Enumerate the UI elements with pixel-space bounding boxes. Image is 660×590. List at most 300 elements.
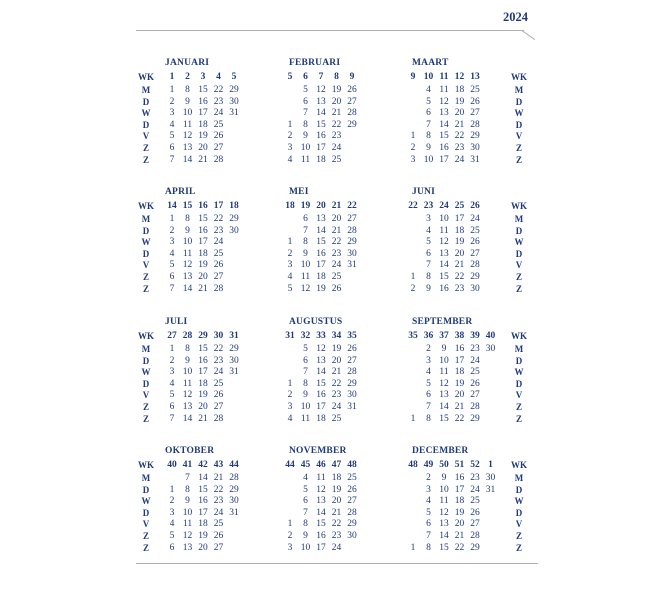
day-number: 5	[169, 390, 175, 401]
top-rule	[136, 30, 524, 31]
day-number: 28	[347, 225, 357, 236]
weekday-label-left: V	[142, 390, 150, 401]
day-number: 18	[316, 272, 326, 282]
day-number: 1	[287, 237, 293, 248]
day-number: 5	[169, 260, 175, 271]
day-number: 3	[287, 143, 293, 153]
day-number: 13	[182, 402, 193, 412]
day-number: 20	[198, 143, 208, 153]
day-number: 4	[169, 519, 175, 530]
day-number: 17	[198, 507, 208, 518]
day-number: 9	[303, 131, 308, 142]
day-number: 9	[185, 496, 190, 507]
day-number: 29	[347, 119, 357, 130]
week-number: 51	[454, 460, 465, 470]
day-number: 27	[347, 214, 357, 224]
day-number: 8	[426, 542, 431, 553]
day-number: 10	[439, 355, 449, 366]
week-number: 24	[439, 201, 449, 211]
day-number: 27	[347, 355, 357, 366]
day-number: 24	[213, 507, 224, 518]
day-number: 12	[439, 507, 449, 518]
week-number: 18	[285, 201, 295, 211]
week-number: 22	[347, 201, 357, 211]
day-number: 6	[303, 496, 308, 507]
day-number: 6	[426, 108, 431, 119]
day-number: 15	[439, 542, 449, 553]
day-number: 21	[454, 260, 465, 271]
day-number: 10	[300, 542, 311, 553]
day-number: 14	[316, 507, 326, 518]
week-number: 1	[169, 72, 175, 82]
day-number: 8	[426, 272, 431, 282]
day-number: 23	[470, 344, 480, 354]
day-number: 22	[213, 344, 224, 354]
day-number: 2	[426, 473, 431, 483]
bottom-rule	[136, 563, 538, 564]
day-number: 9	[303, 248, 308, 259]
week-number: 27	[167, 331, 177, 341]
weekday-label-left: D	[142, 119, 150, 130]
day-number: 29	[229, 484, 239, 495]
day-number: 17	[198, 367, 208, 378]
day-number: 16	[198, 496, 208, 507]
day-number: 24	[454, 154, 465, 165]
day-number: 21	[198, 413, 208, 424]
day-number: 14	[182, 154, 193, 165]
day-number: 6	[169, 272, 175, 282]
day-number: 10	[182, 507, 193, 518]
week-number: 40	[167, 460, 177, 470]
day-number: 2	[287, 531, 293, 541]
week-number: 28	[182, 331, 193, 341]
day-number: 23	[331, 390, 342, 401]
day-number: 13	[316, 214, 326, 224]
day-number: 21	[331, 225, 342, 236]
month-name: APRIL	[165, 187, 196, 197]
day-number: 13	[182, 272, 193, 282]
day-number: 5	[303, 484, 308, 495]
month-name: NOVEMBER	[289, 446, 347, 456]
day-number: 29	[229, 214, 239, 224]
day-number: 13	[439, 108, 449, 119]
weekday-label-right: W	[514, 367, 524, 378]
week-number: 38	[454, 331, 465, 341]
day-number: 22	[331, 119, 342, 130]
day-number: 26	[213, 531, 224, 541]
weekday-label-left: M	[141, 344, 151, 354]
day-number: 17	[316, 402, 326, 412]
day-number: 14	[316, 367, 326, 378]
day-number: 10	[300, 143, 311, 153]
week-number: 12	[454, 72, 465, 82]
week-number: 20	[316, 201, 326, 211]
week-number: 48	[408, 460, 418, 470]
day-number: 30	[347, 248, 357, 259]
day-number: 15	[316, 237, 326, 248]
day-number: 5	[303, 344, 308, 354]
weekday-label-right: Z	[515, 283, 522, 294]
day-number: 24	[331, 402, 342, 412]
day-number: 13	[182, 542, 193, 553]
week-number: 35	[347, 331, 357, 341]
day-number: 26	[347, 484, 357, 495]
weekday-label-right: D	[515, 248, 523, 259]
day-number: 19	[198, 531, 208, 541]
day-number: 19	[454, 96, 465, 107]
day-number: 3	[287, 542, 293, 553]
day-number: 25	[213, 119, 224, 130]
day-number: 9	[303, 390, 308, 401]
day-number: 8	[185, 85, 190, 95]
day-number: 4	[426, 85, 431, 95]
day-number: 29	[347, 237, 357, 248]
day-number: 30	[470, 143, 480, 153]
day-number: 8	[185, 484, 190, 495]
day-number: 23	[470, 473, 480, 483]
day-number: 20	[331, 214, 342, 224]
day-number: 12	[182, 390, 193, 401]
month-name: OKTOBER	[165, 446, 215, 456]
day-number: 4	[287, 413, 293, 424]
day-number: 25	[470, 367, 480, 378]
week-number: 29	[198, 331, 208, 341]
day-number: 26	[213, 260, 224, 271]
day-number: 26	[213, 131, 224, 142]
day-number: 2	[410, 283, 416, 294]
day-number: 19	[454, 378, 465, 389]
day-number: 21	[198, 154, 208, 165]
week-number: 46	[316, 460, 326, 470]
day-number: 16	[439, 143, 449, 153]
week-number: 11	[439, 72, 449, 82]
day-number: 31	[229, 108, 239, 119]
day-number: 31	[347, 402, 357, 412]
weekday-label-left: M	[141, 85, 151, 95]
day-number: 16	[198, 225, 208, 236]
day-number: 30	[470, 283, 480, 294]
day-number: 23	[213, 96, 224, 107]
day-number: 12	[182, 260, 193, 271]
day-number: 2	[169, 355, 175, 366]
day-number: 20	[454, 248, 465, 259]
day-number: 28	[229, 473, 239, 483]
day-number: 14	[439, 119, 449, 130]
day-number: 27	[347, 96, 357, 107]
day-number: 21	[454, 531, 465, 541]
day-number: 3	[426, 214, 431, 224]
day-number: 26	[470, 507, 480, 518]
day-number: 15	[198, 484, 208, 495]
day-number: 27	[470, 248, 480, 259]
week-number: 13	[470, 72, 480, 82]
day-number: 3	[169, 237, 175, 248]
day-number: 2	[287, 248, 293, 259]
week-number: 5	[231, 72, 237, 82]
day-number: 19	[316, 283, 326, 294]
day-number: 17	[316, 143, 326, 153]
day-number: 30	[229, 96, 239, 107]
weekday-label-right: Z	[515, 154, 522, 165]
day-number: 2	[169, 496, 175, 507]
day-number: 4	[426, 225, 431, 236]
day-number: 1	[410, 131, 416, 142]
weekday-label-right: Z	[515, 413, 522, 424]
day-number: 10	[439, 484, 449, 495]
day-number: 26	[347, 85, 357, 95]
day-number: 15	[316, 378, 326, 389]
month-name: JANUARI	[165, 58, 210, 68]
day-number: 1	[169, 484, 175, 495]
day-number: 28	[470, 119, 480, 130]
day-number: 6	[169, 542, 175, 553]
day-number: 27	[470, 108, 480, 119]
day-number: 15	[316, 519, 326, 530]
day-number: 22	[454, 131, 465, 142]
day-number: 4	[426, 367, 431, 378]
day-number: 20	[198, 402, 208, 412]
day-number: 8	[303, 119, 308, 130]
day-number: 22	[331, 378, 342, 389]
day-number: 31	[229, 507, 239, 518]
week-number: 6	[303, 72, 308, 82]
day-number: 22	[213, 214, 224, 224]
day-number: 25	[213, 248, 224, 259]
day-number: 12	[182, 531, 193, 541]
week-number: 14	[167, 201, 177, 211]
day-number: 11	[439, 225, 449, 236]
week-number: 30	[213, 331, 224, 341]
weekday-label-left: Z	[142, 531, 149, 541]
day-number: 9	[426, 283, 431, 294]
day-number: 11	[300, 272, 311, 282]
day-number: 28	[213, 154, 224, 165]
week-number: 52	[470, 460, 480, 470]
day-number: 9	[185, 96, 190, 107]
day-number: 16	[439, 283, 449, 294]
day-number: 31	[347, 260, 357, 271]
day-number: 18	[316, 154, 326, 165]
day-number: 10	[182, 367, 193, 378]
month-name: FEBRUARI	[289, 58, 341, 68]
day-number: 29	[347, 378, 357, 389]
day-number: 12	[439, 378, 449, 389]
day-number: 4	[287, 154, 293, 165]
week-number: 26	[470, 201, 480, 211]
day-number: 26	[213, 390, 224, 401]
day-number: 9	[441, 344, 447, 354]
weekday-label-right: Z	[515, 272, 522, 282]
week-number: 31	[285, 331, 295, 341]
day-number: 27	[470, 519, 480, 530]
day-number: 4	[287, 272, 293, 282]
day-number: 24	[213, 108, 224, 119]
day-number: 3	[287, 260, 293, 271]
day-number: 21	[331, 507, 342, 518]
day-number: 17	[198, 108, 208, 119]
day-number: 19	[454, 237, 465, 248]
weekday-label-left: D	[142, 225, 150, 236]
day-number: 28	[470, 260, 480, 271]
day-number: 22	[454, 542, 465, 553]
week-number: 22	[408, 201, 418, 211]
day-number: 26	[470, 378, 480, 389]
week-number: 8	[334, 72, 339, 82]
month-name: JUNI	[412, 187, 435, 197]
day-number: 29	[470, 131, 480, 142]
day-number: 7	[303, 225, 308, 236]
day-number: 12	[316, 85, 326, 95]
day-number: 29	[229, 344, 239, 354]
day-number: 6	[169, 402, 175, 412]
weekday-label-left: D	[142, 378, 150, 389]
day-number: 8	[303, 237, 308, 248]
day-number: 12	[439, 237, 449, 248]
day-number: 19	[198, 131, 208, 142]
day-number: 15	[316, 119, 326, 130]
day-number: 17	[454, 214, 465, 224]
weekday-label-right: V	[515, 260, 523, 271]
weekday-label-left: Z	[142, 143, 149, 153]
day-number: 6	[426, 248, 431, 259]
day-number: 16	[316, 531, 326, 541]
day-number: 12	[300, 283, 311, 294]
day-number: 30	[229, 355, 239, 366]
day-number: 11	[316, 473, 326, 483]
day-number: 21	[454, 119, 465, 130]
day-number: 25	[347, 473, 357, 483]
weekday-label-right: D	[515, 355, 523, 366]
day-number: 25	[213, 519, 224, 530]
day-number: 24	[470, 214, 480, 224]
day-number: 9	[426, 143, 431, 153]
day-number: 14	[182, 283, 193, 294]
day-number: 23	[331, 531, 342, 541]
day-number: 18	[316, 413, 326, 424]
day-number: 8	[303, 378, 308, 389]
day-number: 22	[331, 519, 342, 530]
week-number: 23	[423, 201, 434, 211]
day-number: 1	[169, 85, 175, 95]
day-number: 20	[454, 108, 465, 119]
day-number: 31	[485, 484, 496, 495]
day-number: 16	[316, 248, 326, 259]
day-number: 7	[169, 154, 175, 165]
day-number: 28	[213, 283, 224, 294]
weekday-label-right: M	[514, 214, 524, 224]
day-number: 28	[470, 531, 480, 541]
month-name: DECEMBER	[412, 446, 469, 456]
day-number: 5	[169, 531, 175, 541]
day-number: 5	[426, 96, 431, 107]
weekday-label-left: W	[141, 237, 151, 248]
weekday-label-left: V	[142, 519, 150, 530]
day-number: 2	[287, 390, 293, 401]
week-number: 10	[423, 72, 434, 82]
day-number: 3	[169, 108, 175, 119]
day-number: 20	[331, 96, 342, 107]
day-number: 10	[439, 214, 449, 224]
weekday-label-right: Z	[515, 542, 522, 553]
day-number: 4	[169, 378, 175, 389]
day-number: 30	[485, 473, 496, 483]
day-number: 28	[347, 367, 357, 378]
day-number: 5	[426, 378, 431, 389]
weekday-label-right: D	[515, 484, 523, 495]
day-number: 13	[316, 355, 326, 366]
day-number: 27	[213, 542, 224, 553]
day-number: 9	[441, 473, 447, 483]
day-number: 17	[454, 484, 465, 495]
week-number: 9	[410, 72, 416, 82]
day-number: 9	[185, 225, 190, 236]
week-number: 18	[229, 201, 239, 211]
day-number: 3	[426, 355, 431, 366]
day-number: 4	[303, 473, 308, 483]
day-number: 7	[303, 507, 308, 518]
day-number: 5	[169, 131, 175, 142]
day-number: 2	[169, 96, 175, 107]
day-number: 18	[454, 225, 465, 236]
day-number: 1	[287, 378, 293, 389]
day-number: 7	[169, 283, 175, 294]
day-number: 8	[185, 344, 190, 354]
day-number: 3	[287, 402, 293, 412]
day-number: 24	[331, 542, 342, 553]
weekday-label-right: D	[515, 225, 523, 236]
day-number: 1	[169, 344, 175, 354]
day-number: 3	[426, 484, 431, 495]
day-number: 15	[439, 272, 449, 282]
day-number: 15	[198, 85, 208, 95]
day-number: 16	[454, 344, 465, 354]
day-number: 29	[229, 85, 239, 95]
day-number: 15	[198, 214, 208, 224]
day-number: 20	[454, 390, 465, 401]
day-number: 20	[331, 355, 342, 366]
day-number: 14	[439, 260, 449, 271]
day-number: 7	[169, 413, 175, 424]
weekday-label-left: W	[141, 496, 151, 507]
day-number: 16	[198, 355, 208, 366]
day-number: 8	[303, 519, 308, 530]
day-number: 2	[410, 143, 416, 153]
day-number: 30	[347, 390, 357, 401]
week-number: 34	[331, 331, 342, 341]
weekday-label-left: D	[142, 484, 150, 495]
day-number: 24	[213, 367, 224, 378]
weekday-label-right: D	[515, 119, 523, 130]
weekday-label-left: M	[141, 473, 151, 483]
month-name: JULI	[165, 317, 188, 327]
day-number: 9	[185, 355, 190, 366]
day-number: 21	[198, 283, 208, 294]
week-header-right: WK	[510, 72, 527, 82]
day-number: 18	[198, 119, 208, 130]
week-number: 16	[198, 201, 208, 211]
day-number: 15	[198, 344, 208, 354]
day-number: 14	[316, 225, 326, 236]
week-header-left: WK	[137, 72, 154, 82]
day-number: 24	[470, 484, 480, 495]
day-number: 29	[470, 413, 480, 424]
week-header-left: WK	[137, 201, 154, 211]
week-number: 9	[349, 72, 355, 82]
week-number: 35	[408, 331, 418, 341]
day-number: 11	[182, 519, 193, 530]
day-number: 12	[439, 96, 449, 107]
week-number: 32	[300, 331, 311, 341]
